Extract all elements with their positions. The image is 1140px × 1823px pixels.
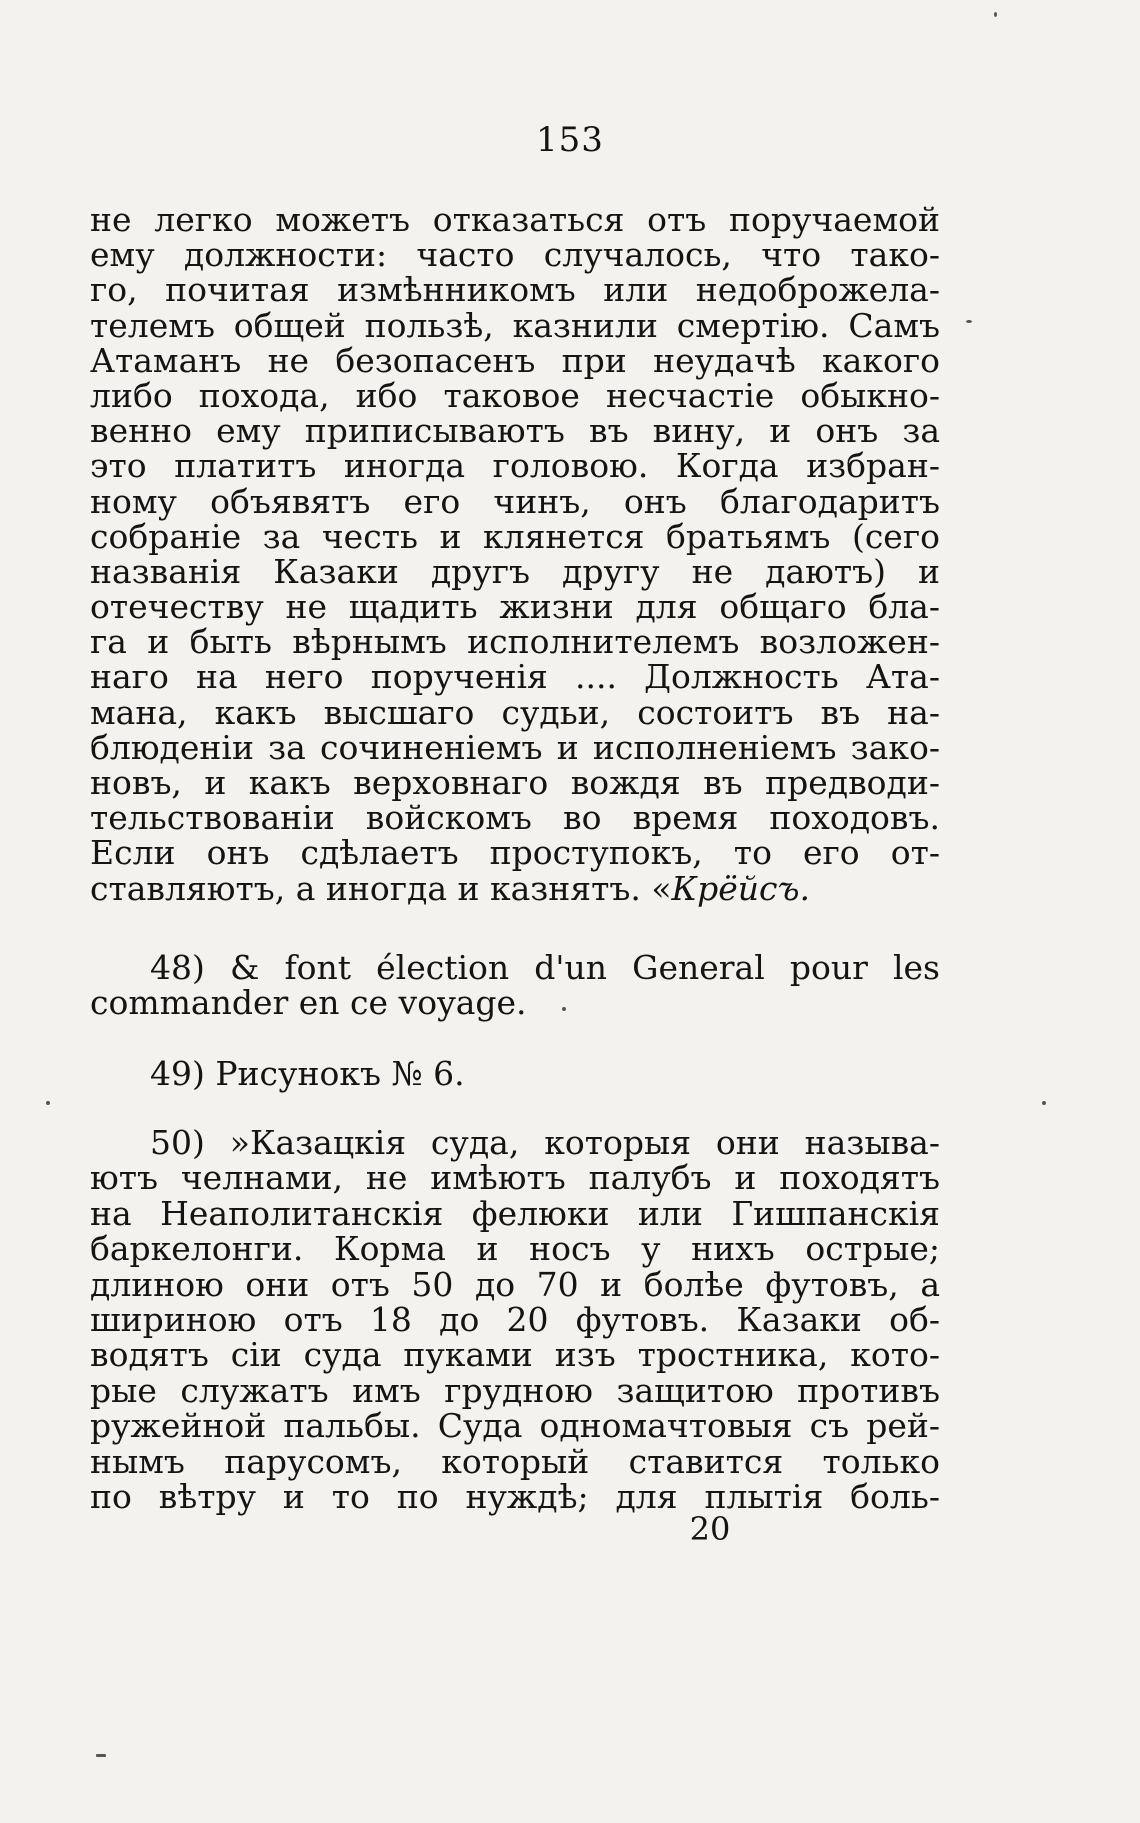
text-line: не легко можетъ отказаться отъ поручаемой <box>90 200 940 239</box>
print-speck <box>966 320 972 323</box>
text-line: венно ему приписываютъ въ вину, и онъ за <box>90 411 940 451</box>
text-line: наго на него порученія .... Должность Ата- <box>90 657 940 697</box>
text-line: по вѣтру и то по нуждѣ; для плытія боль- <box>90 1476 940 1516</box>
note-48 <box>90 950 940 1021</box>
text-line: водятъ сіи суда пуками изъ тростника, кото- <box>90 1335 940 1375</box>
text-line: шириною отъ 18 до 20 футовъ. Казаки об- <box>90 1299 940 1339</box>
signature-mark: 20 <box>689 1510 731 1548</box>
text-line: либо похода, ибо таковое несчастіе обыкно- <box>90 375 940 415</box>
text-line: телемъ общей пользѣ, казнили смертію. Самъ <box>90 305 940 345</box>
text-line: го, почитая измѣнникомъ или недоброжела- <box>90 270 940 310</box>
text-line: га и быть вѣрнымъ исполнителемъ возложен- <box>90 622 940 662</box>
text-line: названія Казаки другъ другу не даютъ) и <box>90 551 940 591</box>
text-line: мана, какъ высшаго судьи, состоитъ въ на- <box>90 692 940 732</box>
author-attribution: Крёйсъ. <box>671 868 810 908</box>
text-line: Атаманъ не безопасенъ при неудачѣ какого <box>90 340 940 380</box>
text-line: Если онъ сдѣлаетъ проступокъ, то его от- <box>90 833 940 873</box>
print-speck <box>994 12 997 17</box>
text-line: 50) »Казацкія суда, которыя они называ- <box>150 1123 940 1162</box>
text-line: это платитъ иногда головою. Когда избран- <box>90 446 940 486</box>
note-50 <box>90 1125 940 1514</box>
text-line: блюденіи за сочиненіемъ и исполненіемъ зако- <box>90 727 940 767</box>
note-49 <box>90 1056 940 1091</box>
text-line: тельствованіи войскомъ во время походовъ. <box>90 798 940 838</box>
text-line: новъ, и какъ верховнаго вождя въ предводи- <box>90 763 940 802</box>
text-line: баркелонги. Корма и носъ у нихъ острые; <box>90 1229 940 1269</box>
text-line: рые служатъ имъ грудною защитою противъ <box>90 1370 940 1410</box>
text-line-prefix: ставляютъ, а иногда и казнятъ. « <box>90 868 672 908</box>
page-number: 153 <box>536 120 604 160</box>
text-line: ному объявятъ его чинъ, онъ благодаритъ <box>90 481 940 521</box>
main-paragraph <box>90 202 940 906</box>
print-speck <box>96 1754 106 1757</box>
text-line: ему должности: часто случалось, что тако- <box>90 235 940 275</box>
text-line: ружейной пальбы. Суда одномачтовыя съ рей- <box>90 1406 940 1446</box>
text-line: 49) Рисунокъ № 6. <box>150 1054 465 1093</box>
text-line: длиною они отъ 50 до 70 и болѣе футовъ, а <box>90 1264 940 1304</box>
text-line: ютъ челнами, не имѣютъ палубъ и походятъ <box>90 1158 940 1198</box>
text-line: собраніе за честь и клянется братьямъ (сего <box>90 516 940 556</box>
text-line: на Неаполитанскія фелюки или Гишпанскія <box>90 1193 940 1233</box>
print-speck <box>1042 1101 1046 1105</box>
text-line: commander en ce voyage. <box>90 983 527 1023</box>
text-line: нымъ парусомъ, который ставится только <box>90 1441 940 1481</box>
print-speck <box>562 1007 566 1011</box>
text-line-last <box>90 868 940 908</box>
text-line: 48) & font élection d'un General pour les <box>150 948 940 987</box>
print-speck <box>46 1101 50 1105</box>
text-line: отечеству не щадить жизни для общаго бла- <box>90 587 940 627</box>
